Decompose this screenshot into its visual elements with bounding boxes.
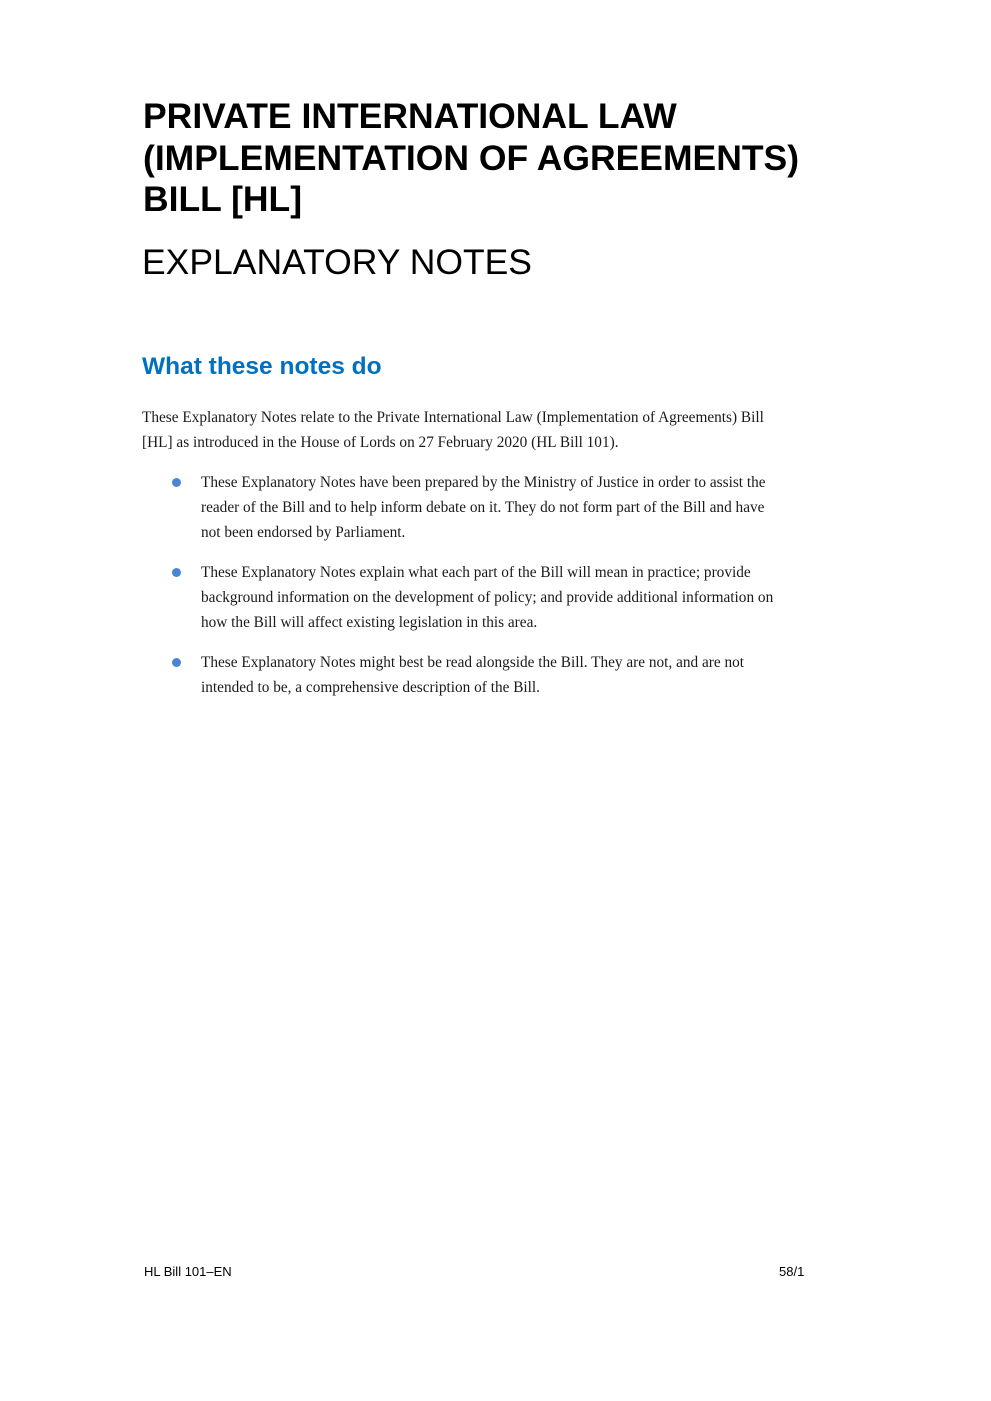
bullet-line: background information on the development of policy; and provide additional information on: [201, 589, 774, 606]
bullet-dot-icon: [172, 568, 181, 577]
title-line: (IMPLEMENTATION OF AGREEMENTS): [143, 137, 800, 178]
bullet-line: reader of the Bill and to help inform debate on it. They do not form part of the Bill and have: [201, 499, 765, 516]
title-line: BILL [HL]: [143, 179, 303, 219]
title-line: PRIVATE INTERNATIONAL LAW: [143, 96, 677, 136]
bullet-item: [142, 650, 912, 700]
bullet-item: [142, 560, 912, 635]
intro-line: These Explanatory Notes relate to the Private International Law (Implementation of Agreements) Bill: [142, 409, 764, 426]
intro-paragraph: [142, 405, 902, 455]
document-subtitle: EXPLANATORY NOTES: [142, 242, 532, 282]
section-heading: What these notes do: [142, 353, 382, 380]
bullet-dot-icon: [172, 658, 181, 667]
bullet-line: intended to be, a comprehensive description of the Bill.: [201, 679, 540, 696]
document-title: [143, 96, 923, 221]
bullet-line: These Explanatory Notes might best be read alongside the Bill. They are not, and are not: [201, 654, 745, 671]
bullet-item: [142, 470, 912, 545]
footer-bill-reference: HL Bill 101–EN: [144, 1264, 232, 1279]
bullet-list: [142, 470, 912, 715]
bullet-line: These Explanatory Notes have been prepared by the Ministry of Justice in order to assist the: [201, 474, 766, 491]
bullet-line: not been endorsed by Parliament.: [201, 524, 406, 541]
footer-page-reference: 58/1: [779, 1264, 805, 1279]
bullet-line: how the Bill will affect existing legislation in this area.: [201, 614, 538, 631]
intro-line: [HL] as introduced in the House of Lords on 27 February 2020 (HL Bill 101).: [142, 434, 619, 451]
bullet-line: These Explanatory Notes explain what each part of the Bill will mean in practice; provide: [201, 564, 751, 581]
bullet-dot-icon: [172, 478, 181, 487]
